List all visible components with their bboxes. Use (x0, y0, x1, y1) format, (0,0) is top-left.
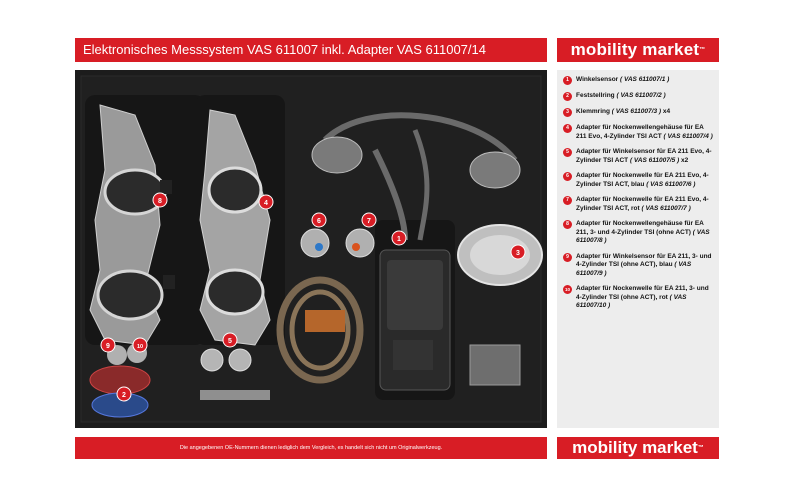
legend-number-badge: 6 (563, 172, 572, 181)
badge-9 (101, 338, 115, 352)
legend-number-badge: 4 (563, 124, 572, 133)
legend-text: Adapter für Nockenwellengehäuse für EA 211, 3- und 4-Zylinder TSI (ohne ACT) ( VAS 611007/8 ) (576, 220, 710, 244)
legend-item (563, 148, 715, 165)
badge-2-label: 2 (122, 392, 126, 399)
badge-7 (362, 213, 376, 227)
badge-4-label: 4 (264, 200, 268, 207)
brand-tm: ™ (699, 47, 706, 53)
badge-7-label: 7 (367, 218, 371, 225)
legend-text: Winkelsensor ( VAS 611007/1 ) (576, 76, 670, 83)
badge-6 (312, 213, 326, 227)
badge-3-label: 3 (516, 250, 520, 257)
brand-logo-top (557, 38, 719, 62)
legend-number-badge: 7 (563, 196, 572, 205)
badge-10-label: 10 (136, 344, 144, 350)
parts-legend (557, 70, 719, 428)
page-title: Elektronisches Messsystem VAS 611007 inkl. Adapter VAS 611007/14 (75, 38, 547, 62)
legend-item (563, 220, 715, 246)
badge-5-label: 5 (228, 338, 232, 345)
brand-name-bottom: mobility market (572, 438, 698, 457)
disclaimer-bar: Die angegebenen OE-Nummern dienen lediglich dem Vergleich, es handelt sich nicht um Originalwerkzeug. (75, 437, 547, 459)
legend-text: Klemmring ( VAS 611007/3 ) x4 (576, 108, 671, 115)
badge-10 (133, 338, 147, 352)
badge-9-label: 9 (106, 343, 110, 350)
legend-text: Adapter für Nockenwelle für EA 211 Evo, 4-Zylinder TSI ACT, rot ( VAS 611007/7 ) (576, 196, 709, 212)
legend-item (563, 285, 715, 311)
legend-text: Adapter für Winkelsensor für EA 211, 3- und 4-Zylinder TSI (ohne ACT), blau ( VAS 611007/9 ) (576, 252, 712, 277)
brand-logo-bottom (557, 437, 719, 459)
brand-tm-bottom: ™ (697, 445, 704, 451)
legend-text: Feststellring ( VAS 611007/2 ) (576, 92, 666, 99)
legend-item (563, 172, 715, 189)
legend-text: Adapter für Nockenwelle für EA 211 Evo, 4-Zylinder TSI ACT, blau ( VAS 611007/6 ) (576, 172, 709, 188)
legend-item (563, 196, 715, 213)
badge-5 (223, 333, 237, 347)
badge-2 (117, 387, 131, 401)
angle-sensor-1 (380, 250, 450, 390)
legend-number-badge: 5 (563, 148, 572, 157)
legend-text: Adapter für Winkelsensor für EA 211 Evo, 4-Zylinder TSI ACT ( VAS 611007/5 ) x2 (576, 148, 712, 164)
product-photo (75, 70, 547, 428)
product-photo-drawing (75, 70, 547, 428)
badge-4 (259, 195, 273, 209)
legend-number-badge: 2 (563, 92, 572, 101)
clamp-ring-3 (458, 225, 542, 285)
badge-1 (392, 231, 406, 245)
legend-number-badge: 9 (563, 253, 572, 262)
badge-6-label: 6 (317, 218, 321, 225)
brand-name: mobility market (570, 40, 700, 59)
legend-number-badge: 8 (563, 220, 572, 229)
legend-number-badge: 10 (564, 287, 570, 292)
badge-1-label: 1 (397, 236, 401, 243)
legend-number-badge: 1 (563, 76, 572, 85)
legend-item (563, 92, 715, 101)
legend-text: Adapter für Nockenwellengehäuse für EA 211 Evo, 4-Zylinder TSI ACT ( VAS 611007/4 ) (576, 124, 713, 140)
badge-8 (153, 193, 167, 207)
legend-number-badge: 3 (563, 108, 572, 117)
badge-3 (511, 245, 525, 259)
legend-item (563, 108, 715, 117)
badge-8-label: 8 (158, 198, 162, 205)
legend-text: Adapter für Nockenwelle für EA 211, 3- und 4-Zylinder TSI (ohne ACT), rot ( VAS 611007/10 ) (576, 285, 709, 309)
legend-item (563, 124, 715, 141)
legend-item (563, 76, 715, 85)
legend-item (563, 253, 715, 279)
